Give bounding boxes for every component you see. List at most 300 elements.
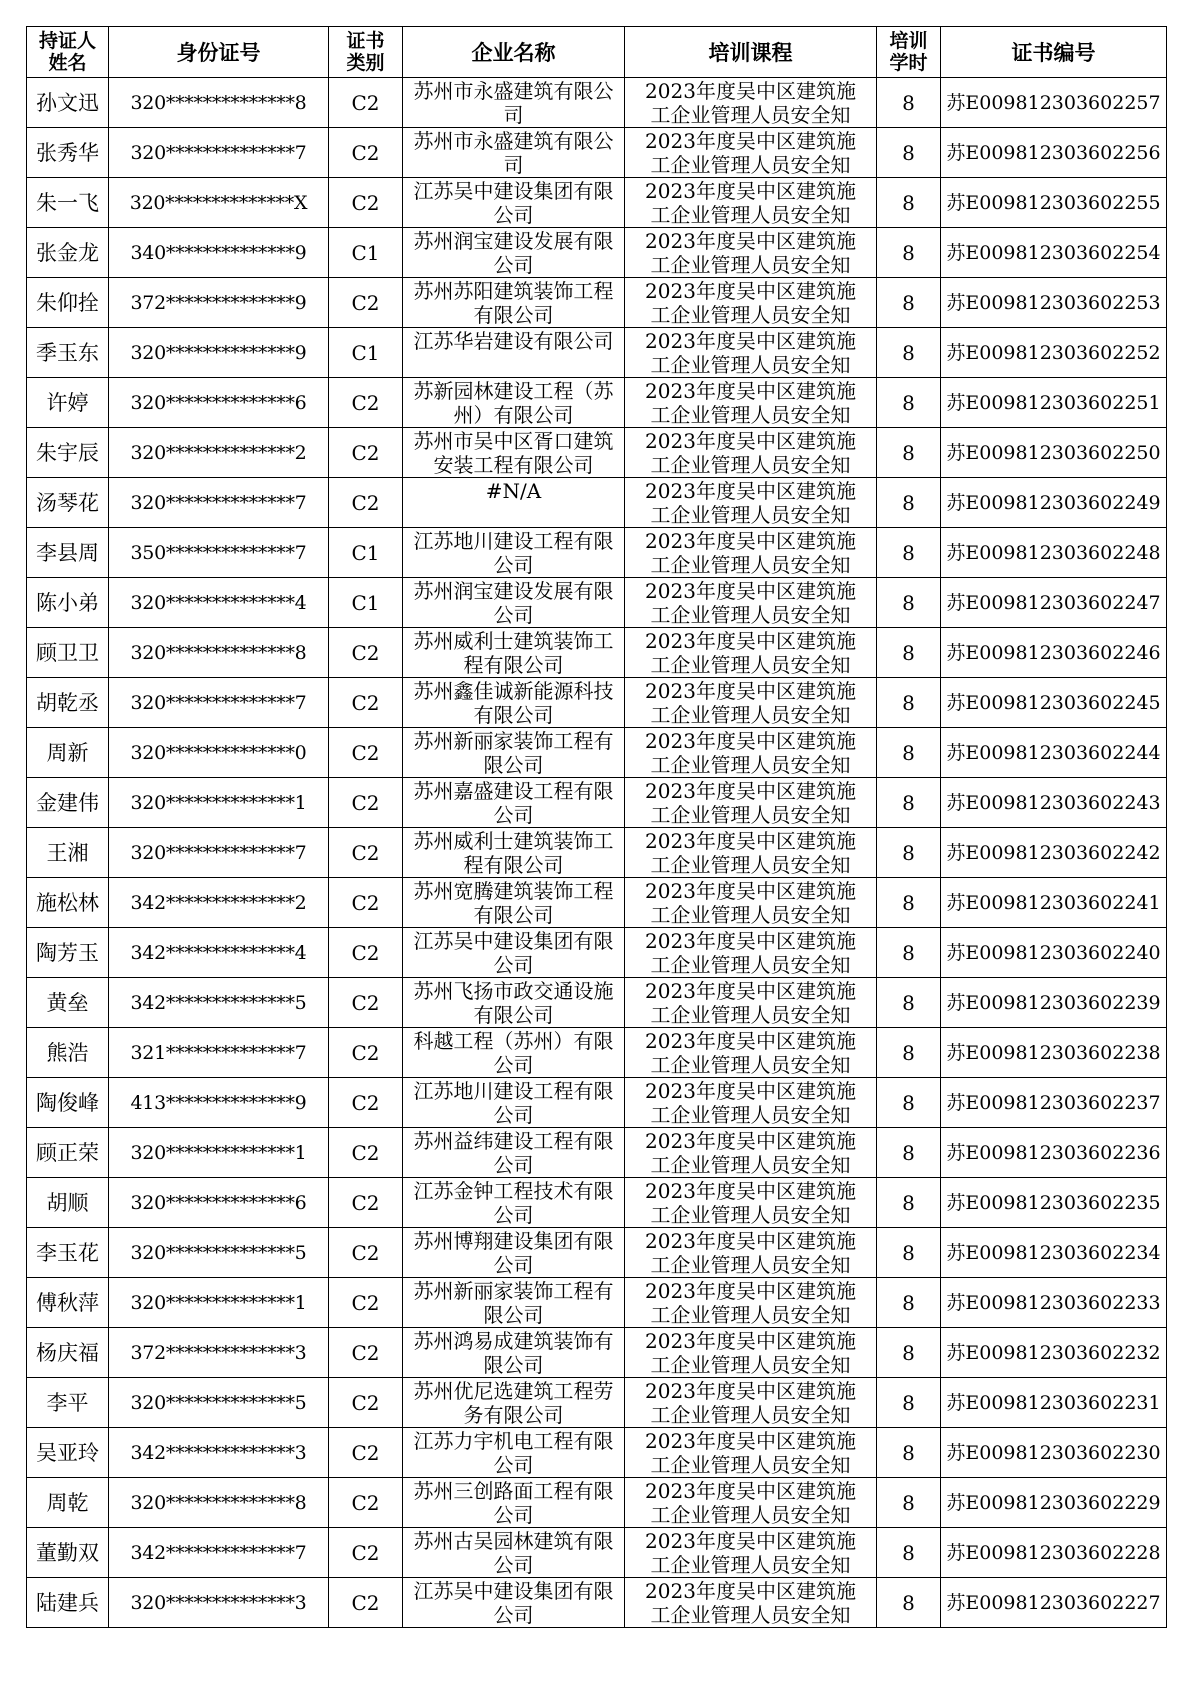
- table-row: [27, 428, 1167, 478]
- cert-type-cell: C1: [329, 528, 403, 578]
- course-text: [625, 229, 876, 277]
- training-hours-cell: 8: [877, 1278, 941, 1328]
- training-hours-cell: 8: [877, 1178, 941, 1228]
- id-number-cell: 320**************7: [109, 828, 329, 878]
- course-text: [625, 479, 876, 527]
- holder-name-cell: 熊浩: [27, 1028, 109, 1078]
- cert-type-cell: C2: [329, 1478, 403, 1528]
- course-text: [625, 79, 876, 127]
- holder-name-cell: 李平: [27, 1378, 109, 1428]
- company-text: 苏州市吴中区胥口建筑安装工程有限公司: [413, 428, 614, 477]
- company-cell: [403, 1378, 625, 1428]
- header-cert-type: [329, 27, 403, 78]
- holder-name-cell: 孙文迅: [27, 78, 109, 128]
- company-text: 科越工程（苏州）有限公司: [413, 1028, 614, 1077]
- holder-name-cell: 董勤双: [27, 1528, 109, 1578]
- cert-type-cell: C2: [329, 178, 403, 228]
- holder-name-cell: 胡乾丞: [27, 678, 109, 728]
- holder-name-cell: 杨庆福: [27, 1328, 109, 1378]
- holder-name-cell: 李玉花: [27, 1228, 109, 1278]
- course-text-line1: 2023年度吴中区建筑施: [645, 178, 856, 203]
- course-text: [625, 1329, 876, 1377]
- company-cell: [403, 178, 625, 228]
- holder-name-cell: 胡顺: [27, 1178, 109, 1228]
- table-row: [27, 1028, 1167, 1078]
- training-hours-cell: 8: [877, 1228, 941, 1278]
- course-cell: [625, 178, 877, 228]
- table-row: [27, 628, 1167, 678]
- table-row: [27, 278, 1167, 328]
- company-text: 苏新园林建设工程（苏州）有限公司: [413, 378, 614, 427]
- course-text-line2: 工企业管理人员安全知: [650, 1502, 851, 1527]
- course-text-line1: 2023年度吴中区建筑施: [645, 678, 856, 703]
- id-number-cell: 320**************6: [109, 378, 329, 428]
- course-cell: [625, 328, 877, 378]
- cert-number-cell: 苏E009812303602247: [941, 578, 1167, 628]
- table-row: [27, 1178, 1167, 1228]
- company-text: 江苏金钟工程技术有限公司: [413, 1178, 614, 1227]
- cert-type-cell: C2: [329, 1278, 403, 1328]
- cert-type-cell: C2: [329, 928, 403, 978]
- table-row: [27, 878, 1167, 928]
- company-text: 苏州新丽家装饰工程有限公司: [413, 728, 614, 777]
- id-number-cell: 320**************9: [109, 328, 329, 378]
- course-text-line1: 2023年度吴中区建筑施: [645, 728, 856, 753]
- company-cell: [403, 478, 625, 528]
- holder-name-cell: 李县周: [27, 528, 109, 578]
- course-text: [625, 1579, 876, 1627]
- course-text: [625, 1479, 876, 1527]
- company-cell: [403, 1428, 625, 1478]
- cert-number-cell: 苏E009812303602248: [941, 528, 1167, 578]
- company-text: 苏州苏阳建筑装饰工程有限公司: [413, 278, 614, 327]
- course-text-line2: 工企业管理人员安全知: [650, 902, 851, 927]
- header-course: 培训课程: [625, 27, 877, 78]
- cert-type-cell: C1: [329, 328, 403, 378]
- holder-name-cell: 傅秋萍: [27, 1278, 109, 1328]
- company-text: 苏州优尼选建筑工程劳务有限公司: [413, 1378, 614, 1427]
- company-text: 江苏吴中建设集团有限公司: [413, 178, 614, 227]
- cert-number-cell: 苏E009812303602249: [941, 478, 1167, 528]
- course-text-line2: 工企业管理人员安全知: [650, 452, 851, 477]
- training-hours-cell: 8: [877, 228, 941, 278]
- cert-type-cell: C2: [329, 1428, 403, 1478]
- course-text-line2: 工企业管理人员安全知: [650, 1002, 851, 1027]
- holder-name-cell: 吴亚玲: [27, 1428, 109, 1478]
- table-row: [27, 828, 1167, 878]
- training-hours-cell: 8: [877, 578, 941, 628]
- id-number-cell: 320**************1: [109, 1278, 329, 1328]
- cert-number-cell: 苏E009812303602240: [941, 928, 1167, 978]
- course-cell: [625, 628, 877, 678]
- holder-name-cell: 张秀华: [27, 128, 109, 178]
- training-hours-cell: 8: [877, 1528, 941, 1578]
- cert-type-cell: C2: [329, 1578, 403, 1628]
- course-text-line1: 2023年度吴中区建筑施: [645, 1078, 856, 1103]
- id-number-cell: 320**************1: [109, 1128, 329, 1178]
- course-text-line1: 2023年度吴中区建筑施: [645, 278, 856, 303]
- cert-type-cell: C2: [329, 728, 403, 778]
- cert-number-cell: 苏E009812303602252: [941, 328, 1167, 378]
- header-cert-number: 证书编号: [941, 27, 1167, 78]
- company-cell: [403, 778, 625, 828]
- course-cell: [625, 678, 877, 728]
- holder-name-cell: 陶俊峰: [27, 1078, 109, 1128]
- course-text: [625, 179, 876, 227]
- course-cell: [625, 1478, 877, 1528]
- course-text-line1: 2023年度吴中区建筑施: [645, 928, 856, 953]
- holder-name-cell: 顾卫卫: [27, 628, 109, 678]
- company-text: 苏州威利士建筑装饰工程有限公司: [413, 828, 614, 877]
- header-row: [27, 27, 1167, 78]
- id-number-cell: 320**************2: [109, 428, 329, 478]
- company-cell: [403, 1278, 625, 1328]
- header-holder-name: [27, 27, 109, 78]
- cert-type-cell: C2: [329, 128, 403, 178]
- cert-number-cell: 苏E009812303602243: [941, 778, 1167, 828]
- cert-type-cell: C2: [329, 1078, 403, 1128]
- cert-type-cell: C2: [329, 778, 403, 828]
- training-hours-cell: 8: [877, 1378, 941, 1428]
- id-number-cell: 320**************X: [109, 178, 329, 228]
- company-cell: [403, 678, 625, 728]
- header-id-number: 身份证号: [109, 27, 329, 78]
- header-training-hours-line2: 学时: [889, 52, 928, 74]
- company-cell: [403, 128, 625, 178]
- course-text-line1: 2023年度吴中区建筑施: [645, 1378, 856, 1403]
- course-text-line1: 2023年度吴中区建筑施: [645, 328, 856, 353]
- course-text-line1: 2023年度吴中区建筑施: [645, 878, 856, 903]
- cert-number-cell: 苏E009812303602245: [941, 678, 1167, 728]
- course-cell: [625, 1428, 877, 1478]
- training-hours-cell: 8: [877, 978, 941, 1028]
- cert-number-cell: 苏E009812303602242: [941, 828, 1167, 878]
- training-hours-cell: 8: [877, 1328, 941, 1378]
- holder-name-cell: 施松林: [27, 878, 109, 928]
- table-body: [27, 78, 1167, 1628]
- company-text: 江苏吴中建设集团有限公司: [413, 928, 614, 977]
- company-text: 苏州鑫佳诚新能源科技有限公司: [413, 678, 614, 727]
- holder-name-cell: 顾正荣: [27, 1128, 109, 1178]
- cert-number-cell: 苏E009812303602227: [941, 1578, 1167, 1628]
- company-text: 江苏吴中建设集团有限公司: [413, 1578, 614, 1627]
- training-hours-cell: 8: [877, 78, 941, 128]
- cert-type-cell: C1: [329, 228, 403, 278]
- course-text-line2: 工企业管理人员安全知: [650, 352, 851, 377]
- course-cell: [625, 728, 877, 778]
- training-hours-cell: 8: [877, 1428, 941, 1478]
- training-hours-cell: 8: [877, 528, 941, 578]
- training-hours-cell: 8: [877, 1028, 941, 1078]
- course-text-line2: 工企业管理人员安全知: [650, 802, 851, 827]
- course-text-line2: 工企业管理人员安全知: [650, 752, 851, 777]
- course-text-line1: 2023年度吴中区建筑施: [645, 1528, 856, 1553]
- cert-type-cell: C2: [329, 628, 403, 678]
- course-cell: [625, 478, 877, 528]
- training-hours-cell: 8: [877, 878, 941, 928]
- table-row: [27, 1278, 1167, 1328]
- holder-name-cell: 张金龙: [27, 228, 109, 278]
- course-cell: [625, 128, 877, 178]
- company-cell: [403, 1328, 625, 1378]
- table-row: [27, 1078, 1167, 1128]
- company-cell: [403, 528, 625, 578]
- cert-number-cell: 苏E009812303602239: [941, 978, 1167, 1028]
- course-text-line2: 工企业管理人员安全知: [650, 1202, 851, 1227]
- course-text-line2: 工企业管理人员安全知: [650, 1102, 851, 1127]
- holder-name-cell: 朱宇辰: [27, 428, 109, 478]
- id-number-cell: 372**************9: [109, 278, 329, 328]
- holder-name-cell: 周新: [27, 728, 109, 778]
- course-text: [625, 1029, 876, 1077]
- course-text-line2: 工企业管理人员安全知: [650, 302, 851, 327]
- cert-number-cell: 苏E009812303602253: [941, 278, 1167, 328]
- company-text: 苏州嘉盛建设工程有限公司: [413, 778, 614, 827]
- course-text-line2: 工企业管理人员安全知: [650, 702, 851, 727]
- course-text: [625, 1179, 876, 1227]
- table-row: [27, 1228, 1167, 1278]
- table-row: [27, 928, 1167, 978]
- training-hours-cell: 8: [877, 628, 941, 678]
- course-text-line2: 工企业管理人员安全知: [650, 1052, 851, 1077]
- course-text-line1: 2023年度吴中区建筑施: [645, 778, 856, 803]
- company-text: 苏州鸿易成建筑装饰有限公司: [413, 1328, 614, 1377]
- course-text-line2: 工企业管理人员安全知: [650, 102, 851, 127]
- table-row: [27, 1378, 1167, 1428]
- cert-number-cell: 苏E009812303602251: [941, 378, 1167, 428]
- course-cell: [625, 1028, 877, 1078]
- company-text: 苏州三创路面工程有限公司: [413, 1478, 614, 1527]
- course-text: [625, 279, 876, 327]
- course-text-line1: 2023年度吴中区建筑施: [645, 428, 856, 453]
- id-number-cell: 320**************5: [109, 1378, 329, 1428]
- course-text-line1: 2023年度吴中区建筑施: [645, 1278, 856, 1303]
- course-text-line2: 工企业管理人员安全知: [650, 1602, 851, 1627]
- company-cell: [403, 278, 625, 328]
- cert-type-cell: C2: [329, 278, 403, 328]
- company-text: #N/A: [485, 478, 542, 503]
- cert-type-cell: C2: [329, 1528, 403, 1578]
- id-number-cell: 320**************8: [109, 78, 329, 128]
- training-hours-cell: 8: [877, 778, 941, 828]
- id-number-cell: 342**************3: [109, 1428, 329, 1478]
- course-cell: [625, 1178, 877, 1228]
- id-number-cell: 320**************7: [109, 478, 329, 528]
- course-text: [625, 329, 876, 377]
- course-cell: [625, 778, 877, 828]
- certificate-table: [26, 26, 1167, 1628]
- course-text-line1: 2023年度吴中区建筑施: [645, 1128, 856, 1153]
- id-number-cell: 320**************6: [109, 1178, 329, 1228]
- cert-number-cell: 苏E009812303602238: [941, 1028, 1167, 1078]
- id-number-cell: 342**************7: [109, 1528, 329, 1578]
- course-text-line1: 2023年度吴中区建筑施: [645, 1228, 856, 1253]
- company-cell: [403, 828, 625, 878]
- course-cell: [625, 228, 877, 278]
- course-text: [625, 1079, 876, 1127]
- course-text-line1: 2023年度吴中区建筑施: [645, 1428, 856, 1453]
- course-text-line2: 工企业管理人员安全知: [650, 502, 851, 527]
- holder-name-cell: 朱一飞: [27, 178, 109, 228]
- company-cell: [403, 628, 625, 678]
- company-text: 江苏地川建设工程有限公司: [413, 528, 614, 577]
- course-text-line2: 工企业管理人员安全知: [650, 1352, 851, 1377]
- course-text: [625, 1229, 876, 1277]
- company-cell: [403, 78, 625, 128]
- course-text-line1: 2023年度吴中区建筑施: [645, 228, 856, 253]
- id-number-cell: 320**************0: [109, 728, 329, 778]
- company-cell: [403, 1578, 625, 1628]
- table-row: [27, 678, 1167, 728]
- course-text: [625, 429, 876, 477]
- company-cell: [403, 1028, 625, 1078]
- course-text: [625, 929, 876, 977]
- course-text-line1: 2023年度吴中区建筑施: [645, 378, 856, 403]
- id-number-cell: 320**************7: [109, 678, 329, 728]
- cert-type-cell: C2: [329, 1328, 403, 1378]
- company-cell: [403, 378, 625, 428]
- cert-type-cell: C2: [329, 878, 403, 928]
- id-number-cell: 350**************7: [109, 528, 329, 578]
- cert-type-cell: C2: [329, 678, 403, 728]
- table-row: [27, 378, 1167, 428]
- course-text-line2: 工企业管理人员安全知: [650, 1402, 851, 1427]
- cert-type-cell: C2: [329, 828, 403, 878]
- company-text: 苏州市永盛建筑有限公司: [413, 128, 614, 177]
- cert-number-cell: 苏E009812303602234: [941, 1228, 1167, 1278]
- course-text-line1: 2023年度吴中区建筑施: [645, 1328, 856, 1353]
- course-text: [625, 379, 876, 427]
- course-text-line2: 工企业管理人员安全知: [650, 1152, 851, 1177]
- course-cell: [625, 1528, 877, 1578]
- id-number-cell: 320**************7: [109, 128, 329, 178]
- training-hours-cell: 8: [877, 378, 941, 428]
- id-number-cell: 320**************5: [109, 1228, 329, 1278]
- company-text: 苏州润宝建设发展有限公司: [413, 228, 614, 277]
- course-text-line2: 工企业管理人员安全知: [650, 552, 851, 577]
- holder-name-cell: 陆建兵: [27, 1578, 109, 1628]
- table-row: [27, 328, 1167, 378]
- company-cell: [403, 1178, 625, 1228]
- course-cell: [625, 878, 877, 928]
- course-cell: [625, 828, 877, 878]
- company-cell: [403, 1528, 625, 1578]
- table-row: [27, 1528, 1167, 1578]
- company-cell: [403, 578, 625, 628]
- company-text: 江苏地川建设工程有限公司: [413, 1078, 614, 1127]
- id-number-cell: 340**************9: [109, 228, 329, 278]
- table-row: [27, 1328, 1167, 1378]
- training-hours-cell: 8: [877, 1128, 941, 1178]
- course-text-line1: 2023年度吴中区建筑施: [645, 628, 856, 653]
- cert-number-cell: 苏E009812303602257: [941, 78, 1167, 128]
- table-row: [27, 578, 1167, 628]
- company-text: 苏州新丽家装饰工程有限公司: [413, 1278, 614, 1327]
- id-number-cell: 342**************5: [109, 978, 329, 1028]
- course-text-line2: 工企业管理人员安全知: [650, 152, 851, 177]
- training-hours-cell: 8: [877, 128, 941, 178]
- course-text: [625, 979, 876, 1027]
- company-cell: [403, 228, 625, 278]
- id-number-cell: 321**************7: [109, 1028, 329, 1078]
- cert-type-cell: C2: [329, 378, 403, 428]
- course-text-line2: 工企业管理人员安全知: [650, 602, 851, 627]
- course-cell: [625, 1078, 877, 1128]
- course-text-line1: 2023年度吴中区建筑施: [645, 1478, 856, 1503]
- cert-number-cell: 苏E009812303602236: [941, 1128, 1167, 1178]
- id-number-cell: 320**************3: [109, 1578, 329, 1628]
- training-hours-cell: 8: [877, 828, 941, 878]
- company-text: 苏州飞扬市政交通设施有限公司: [413, 978, 614, 1027]
- id-number-cell: 320**************8: [109, 628, 329, 678]
- company-text: 苏州博翔建设集团有限公司: [413, 1228, 614, 1277]
- course-text-line2: 工企业管理人员安全知: [650, 402, 851, 427]
- training-hours-cell: 8: [877, 1478, 941, 1528]
- course-text-line2: 工企业管理人员安全知: [650, 1252, 851, 1277]
- cert-number-cell: 苏E009812303602254: [941, 228, 1167, 278]
- course-text-line1: 2023年度吴中区建筑施: [645, 528, 856, 553]
- table-row: [27, 1128, 1167, 1178]
- course-text-line2: 工企业管理人员安全知: [650, 852, 851, 877]
- course-cell: [625, 528, 877, 578]
- course-text: [625, 1379, 876, 1427]
- cert-type-cell: C2: [329, 1028, 403, 1078]
- course-text-line2: 工企业管理人员安全知: [650, 1552, 851, 1577]
- training-hours-cell: 8: [877, 278, 941, 328]
- course-text-line1: 2023年度吴中区建筑施: [645, 1578, 856, 1603]
- cert-number-cell: 苏E009812303602228: [941, 1528, 1167, 1578]
- holder-name-cell: 陶芳玉: [27, 928, 109, 978]
- training-hours-cell: 8: [877, 678, 941, 728]
- cert-number-cell: 苏E009812303602246: [941, 628, 1167, 678]
- cert-number-cell: 苏E009812303602256: [941, 128, 1167, 178]
- course-text: [625, 679, 876, 727]
- course-cell: [625, 1378, 877, 1428]
- course-cell: [625, 1578, 877, 1628]
- course-text-line1: 2023年度吴中区建筑施: [645, 128, 856, 153]
- course-text: [625, 1529, 876, 1577]
- course-cell: [625, 278, 877, 328]
- cert-type-cell: C2: [329, 478, 403, 528]
- header-holder-name-line2: 姓名: [48, 52, 87, 74]
- course-text: [625, 729, 876, 777]
- course-text: [625, 1129, 876, 1177]
- company-cell: [403, 928, 625, 978]
- course-text: [625, 1429, 876, 1477]
- table-row: [27, 1428, 1167, 1478]
- cert-type-cell: C2: [329, 428, 403, 478]
- course-text: [625, 129, 876, 177]
- cert-type-cell: C2: [329, 978, 403, 1028]
- header-cert-type-line1: 证书: [346, 30, 385, 52]
- table-header: [27, 27, 1167, 78]
- course-text: [625, 829, 876, 877]
- holder-name-cell: 周乾: [27, 1478, 109, 1528]
- company-text: 苏州益纬建设工程有限公司: [413, 1128, 614, 1177]
- training-hours-cell: 8: [877, 728, 941, 778]
- table-row: [27, 178, 1167, 228]
- training-hours-cell: 8: [877, 328, 941, 378]
- holder-name-cell: 汤琴花: [27, 478, 109, 528]
- company-text: 江苏华岩建设有限公司: [413, 328, 614, 353]
- course-cell: [625, 1278, 877, 1328]
- training-hours-cell: 8: [877, 928, 941, 978]
- company-cell: [403, 1478, 625, 1528]
- cert-type-cell: C2: [329, 1378, 403, 1428]
- id-number-cell: 342**************4: [109, 928, 329, 978]
- holder-name-cell: 黄垒: [27, 978, 109, 1028]
- header-holder-name-line1: 持证人: [38, 30, 96, 52]
